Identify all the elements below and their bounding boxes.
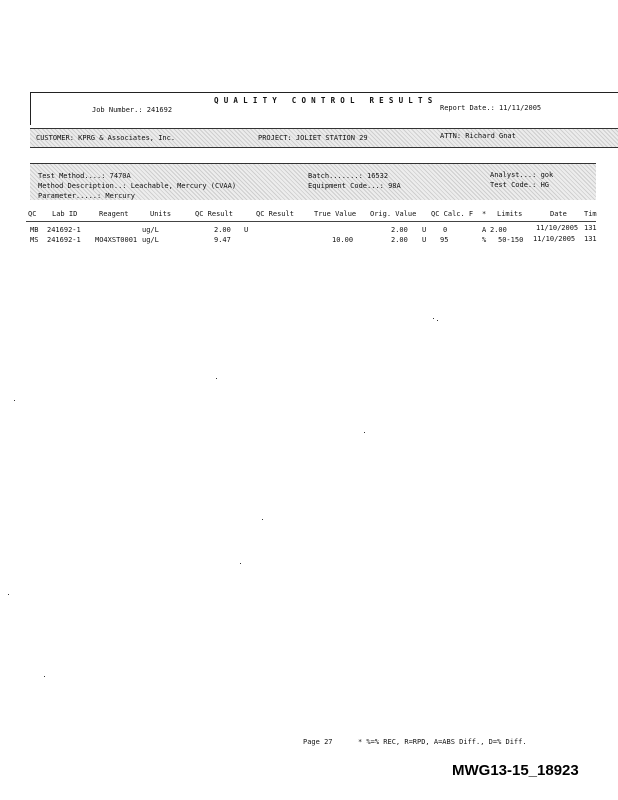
header-rule <box>26 221 596 222</box>
cell-flag: U <box>244 226 249 234</box>
cell-limits: 2.00 <box>490 226 507 234</box>
cell-qc-calc: 95 <box>440 236 449 244</box>
cell-orig-flag: U <box>422 226 427 234</box>
project-name: PROJECT: JOLIET STATION 29 <box>258 134 368 142</box>
method-description: Method Description..: Leachable, Mercury (CVAA) <box>38 182 237 190</box>
customer-name: CUSTOMER: KPRG & Associates, Inc. <box>36 134 176 142</box>
cell-units: ug/L <box>142 226 159 234</box>
col-reagent: Reagent <box>99 210 129 218</box>
col-time: Tim <box>584 210 597 218</box>
col-true-value: True Value <box>314 210 357 218</box>
cell-orig-value: 2.00 <box>391 236 408 244</box>
cell-qc: MS <box>30 236 39 244</box>
col-qc-result: QC Result <box>195 210 233 218</box>
cell-time: 131 <box>584 235 597 243</box>
test-method: Test Method....: 7470A <box>38 172 131 180</box>
col-qc: QC <box>28 210 37 218</box>
document-id: MWG13-15_18923 <box>452 762 579 779</box>
col-lab-id: Lab ID <box>52 210 78 218</box>
equipment-code: Equipment Code...: 98A <box>308 182 401 190</box>
attn-name: ATTN: Richard Gnat <box>440 132 516 140</box>
cell-lab-id: 241692-1 <box>47 236 81 244</box>
cell-qc: MB <box>30 226 39 234</box>
cell-reagent: MO4XST0001 <box>95 236 138 244</box>
cell-qc-result: 2.00 <box>214 226 231 234</box>
cell-time: 131 <box>584 224 597 232</box>
cell-star: % <box>482 236 487 244</box>
batch: Batch.......: 16532 <box>308 172 389 180</box>
analyst: Analyst...: gok <box>490 171 554 179</box>
col-units: Units <box>150 210 172 218</box>
report-date: Report Date.: 11/11/2005 <box>440 104 542 112</box>
parameter: Parameter.....: Mercury <box>38 192 135 200</box>
footer-legend: * %=% REC, R=RPD, A=ABS Diff., D=% Diff. <box>358 738 527 746</box>
col-limits: Limits <box>497 210 523 218</box>
cell-qc-result: 9.47 <box>214 236 231 244</box>
page-number: Page 27 <box>303 738 333 746</box>
report-title: QUALITY CONTROL RESULTS <box>214 96 438 105</box>
cell-orig-value: 2.00 <box>391 226 408 234</box>
cell-true-value: 10.00 <box>332 236 354 244</box>
col-qc-result-2: QC Result <box>256 210 294 218</box>
job-number: Job Number.: 241692 <box>92 106 173 114</box>
cell-date: 11/10/2005 <box>536 224 579 232</box>
test-code: Test Code.: HG <box>490 181 550 189</box>
cell-limits: 50-150 <box>498 236 524 244</box>
cell-lab-id: 241692-1 <box>47 226 81 234</box>
col-date: Date <box>550 210 567 218</box>
col-qc-calc: QC Calc. F <box>431 210 474 218</box>
cell-orig-flag: U <box>422 236 427 244</box>
col-orig-value: Orig. Value <box>370 210 417 218</box>
cell-date: 11/10/2005 <box>533 235 576 243</box>
cell-units: ug/L <box>142 236 159 244</box>
cell-star: A <box>482 226 487 234</box>
cell-qc-calc: 0 <box>443 226 448 234</box>
col-star: * <box>482 210 487 218</box>
